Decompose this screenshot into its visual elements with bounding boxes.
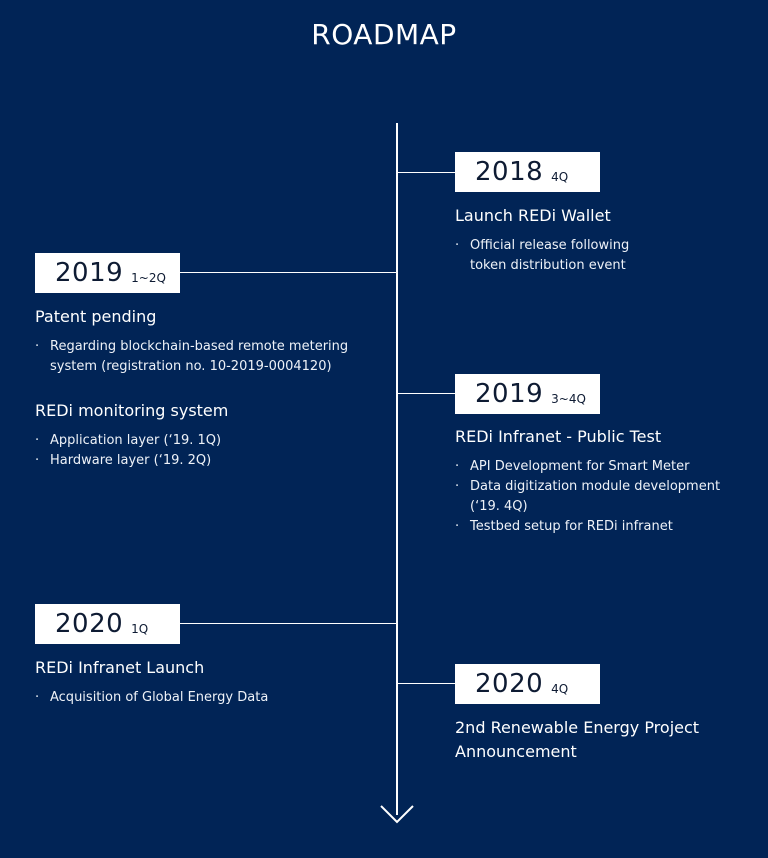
milestone-quarter: 4Q xyxy=(551,170,569,184)
milestone-quarter: 1Q xyxy=(131,622,149,636)
milestone-item-list xyxy=(455,457,750,537)
timeline-connector xyxy=(397,393,455,394)
milestone-details-2020-1q xyxy=(35,656,355,720)
milestone-badge-2020-1q xyxy=(35,604,180,644)
page-title: ROADMAP xyxy=(311,18,457,51)
milestone-year: 2018 xyxy=(475,157,544,187)
milestone-year: 2019 xyxy=(55,258,124,288)
list-item: · Acquisition of Global Energy Data xyxy=(35,688,355,708)
milestone-heading: REDi monitoring system xyxy=(35,401,229,420)
milestone-heading: Patent pending xyxy=(35,307,157,326)
timeline-axis xyxy=(396,123,398,815)
milestone-year: 2020 xyxy=(475,669,544,699)
list-item: · Data digitization module development (‘19. 4Q) xyxy=(455,477,750,517)
list-item: · Regarding blockchain-based remote metering system (registration no. 10-2019-0004120) xyxy=(35,337,355,377)
timeline-connector xyxy=(397,683,455,684)
timeline-connector xyxy=(397,172,455,173)
milestone-details-2018-4q xyxy=(455,204,655,288)
milestone-details-2019-3-4q xyxy=(455,425,750,549)
milestone-quarter: 1~2Q xyxy=(131,271,166,285)
milestone-details-2020-4q xyxy=(455,716,705,772)
milestone-year: 2020 xyxy=(55,609,124,639)
milestone-badge-2018-4q xyxy=(455,152,600,192)
milestone-item-list xyxy=(35,431,355,471)
arrow-down-icon xyxy=(380,800,414,824)
milestone-item-list xyxy=(35,337,355,377)
milestone-details-2019-1-2q xyxy=(35,305,355,483)
list-item: · Testbed setup for REDi infranet xyxy=(455,517,750,537)
milestone-heading: Launch REDi Wallet xyxy=(455,206,611,225)
milestone-heading: REDi Infranet - Public Test xyxy=(455,427,662,446)
milestone-item-list xyxy=(455,236,655,276)
timeline-connector xyxy=(180,272,397,273)
timeline-connector xyxy=(180,623,397,624)
list-item: · Official release following token distribution event xyxy=(455,236,655,276)
milestone-heading: REDi Infranet Launch xyxy=(35,658,205,677)
list-item: · Application layer (‘19. 1Q) xyxy=(35,431,355,451)
milestone-quarter: 4Q xyxy=(551,682,569,696)
milestone-badge-2019-3-4q xyxy=(455,374,600,414)
list-item: · Hardware layer (‘19. 2Q) xyxy=(35,451,355,471)
list-item: · API Development for Smart Meter xyxy=(455,457,750,477)
milestone-badge-2019-1-2q xyxy=(35,253,180,293)
milestone-heading: 2nd Renewable Energy Project Announcement xyxy=(455,718,700,761)
milestone-item-list xyxy=(35,688,355,708)
milestone-quarter: 3~4Q xyxy=(551,392,586,406)
milestone-badge-2020-4q xyxy=(455,664,600,704)
milestone-year: 2019 xyxy=(475,379,544,409)
